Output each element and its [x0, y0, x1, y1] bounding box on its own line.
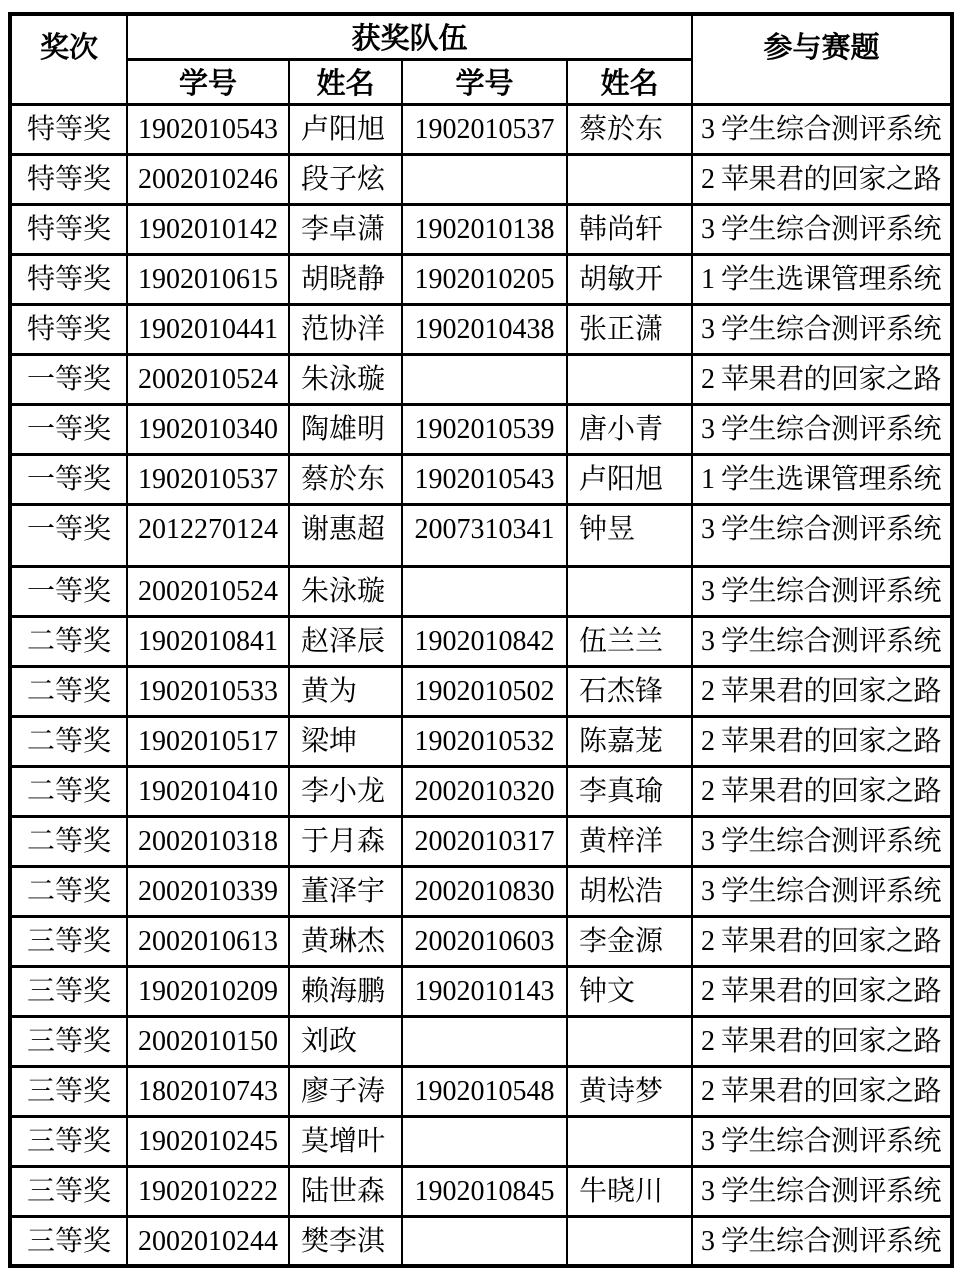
award-cell: 三等奖 [10, 916, 127, 966]
name-1-cell: 朱泳璇 [289, 566, 402, 616]
table-row [10, 254, 952, 304]
student-id-1-cell: 2002010150 [127, 1016, 289, 1066]
topic-cell: 2 苹果君的回家之路 [692, 716, 952, 766]
name-1-cell: 樊李淇 [289, 1216, 402, 1266]
student-id-2-cell: 2002010317 [402, 816, 567, 866]
student-id-2-cell: 1902010143 [402, 966, 567, 1016]
name-2-cell: 胡松浩 [567, 866, 692, 916]
topic-cell: 3 学生综合测评系统 [692, 816, 952, 866]
name-1-cell: 李小龙 [289, 766, 402, 816]
student-id-1-cell: 2002010613 [127, 916, 289, 966]
student-id-1-cell: 2002010339 [127, 866, 289, 916]
table-row [10, 204, 952, 254]
name-1-cell: 段子炫 [289, 154, 402, 204]
student-id-2-cell: 2002010320 [402, 766, 567, 816]
topic-cell: 2 苹果君的回家之路 [692, 916, 952, 966]
topic-cell: 1 学生选课管理系统 [692, 454, 952, 504]
name-2-cell: 卢阳旭 [567, 454, 692, 504]
name-2-cell: 韩尚轩 [567, 204, 692, 254]
name-2-cell [567, 1216, 692, 1266]
table-row [10, 616, 952, 666]
student-id-2-cell: 2002010603 [402, 916, 567, 966]
student-id-1-cell: 2002010524 [127, 566, 289, 616]
col-header-topic: 参与赛题 [692, 14, 952, 104]
award-cell: 一等奖 [10, 404, 127, 454]
student-id-1-cell: 1902010222 [127, 1166, 289, 1216]
topic-cell: 2 苹果君的回家之路 [692, 966, 952, 1016]
award-cell: 三等奖 [10, 1116, 127, 1166]
table-row [10, 354, 952, 404]
student-id-2-cell [402, 354, 567, 404]
student-id-1-cell: 1902010537 [127, 454, 289, 504]
name-1-cell: 赵泽辰 [289, 616, 402, 666]
award-cell: 二等奖 [10, 666, 127, 716]
award-table [8, 12, 954, 1268]
student-id-2-cell: 1902010548 [402, 1066, 567, 1116]
student-id-1-cell: 2002010246 [127, 154, 289, 204]
col-header-award: 奖次 [10, 14, 127, 104]
award-cell: 一等奖 [10, 454, 127, 504]
table-row [10, 1116, 952, 1166]
award-cell: 二等奖 [10, 616, 127, 666]
name-1-cell: 陆世森 [289, 1166, 402, 1216]
topic-cell: 2 苹果君的回家之路 [692, 1066, 952, 1116]
award-cell: 特等奖 [10, 154, 127, 204]
award-cell: 一等奖 [10, 354, 127, 404]
name-1-cell: 廖子涛 [289, 1066, 402, 1116]
col-header-team: 获奖队伍 [127, 14, 692, 59]
topic-cell: 2 苹果君的回家之路 [692, 1016, 952, 1066]
award-cell: 三等奖 [10, 966, 127, 1016]
topic-cell: 3 学生综合测评系统 [692, 616, 952, 666]
student-id-1-cell: 1902010517 [127, 716, 289, 766]
table-row [10, 966, 952, 1016]
name-2-cell [567, 154, 692, 204]
name-1-cell: 赖海鹏 [289, 966, 402, 1016]
table-row [10, 504, 952, 566]
table-row [10, 1016, 952, 1066]
award-cell: 三等奖 [10, 1066, 127, 1116]
award-cell: 特等奖 [10, 204, 127, 254]
student-id-2-cell [402, 1116, 567, 1166]
topic-cell: 3 学生综合测评系统 [692, 1216, 952, 1266]
topic-cell: 2 苹果君的回家之路 [692, 354, 952, 404]
table-row [10, 766, 952, 816]
topic-cell: 3 学生综合测评系统 [692, 566, 952, 616]
table-row [10, 1066, 952, 1116]
student-id-1-cell: 2002010524 [127, 354, 289, 404]
name-1-cell: 黄琳杰 [289, 916, 402, 966]
award-cell: 一等奖 [10, 566, 127, 616]
topic-cell: 3 学生综合测评系统 [692, 1166, 952, 1216]
table-row [10, 304, 952, 354]
student-id-2-cell: 2002010830 [402, 866, 567, 916]
award-cell: 特等奖 [10, 254, 127, 304]
award-cell: 特等奖 [10, 104, 127, 154]
student-id-2-cell: 1902010438 [402, 304, 567, 354]
student-id-2-cell: 1902010138 [402, 204, 567, 254]
name-1-cell: 范协洋 [289, 304, 402, 354]
name-2-cell [567, 566, 692, 616]
name-1-cell: 梁坤 [289, 716, 402, 766]
award-cell: 三等奖 [10, 1216, 127, 1266]
student-id-1-cell: 1902010543 [127, 104, 289, 154]
name-2-cell [567, 1116, 692, 1166]
name-2-cell: 钟昱 [567, 504, 692, 566]
student-id-2-cell [402, 1216, 567, 1266]
topic-cell: 3 学生综合测评系统 [692, 204, 952, 254]
student-id-2-cell: 2007310341 [402, 504, 567, 566]
topic-cell: 1 学生选课管理系统 [692, 254, 952, 304]
name-2-cell: 牛晓川 [567, 1166, 692, 1216]
student-id-2-cell [402, 154, 567, 204]
name-2-cell [567, 354, 692, 404]
student-id-1-cell: 1902010340 [127, 404, 289, 454]
table-row [10, 154, 952, 204]
header-row-1 [10, 14, 952, 59]
student-id-2-cell [402, 1016, 567, 1066]
award-cell: 三等奖 [10, 1016, 127, 1066]
name-2-cell [567, 1016, 692, 1066]
name-2-cell: 胡敏开 [567, 254, 692, 304]
award-cell: 二等奖 [10, 766, 127, 816]
name-2-cell: 唐小青 [567, 404, 692, 454]
table-row [10, 916, 952, 966]
col-header-student-id-2: 学号 [402, 59, 567, 104]
student-id-2-cell: 1902010502 [402, 666, 567, 716]
name-2-cell: 伍兰兰 [567, 616, 692, 666]
student-id-1-cell: 2002010244 [127, 1216, 289, 1266]
student-id-1-cell: 1902010441 [127, 304, 289, 354]
name-1-cell: 刘政 [289, 1016, 402, 1066]
student-id-2-cell: 1902010842 [402, 616, 567, 666]
table-row [10, 104, 952, 154]
name-1-cell: 李卓潇 [289, 204, 402, 254]
student-id-2-cell: 1902010543 [402, 454, 567, 504]
award-cell: 二等奖 [10, 816, 127, 866]
name-2-cell: 陈嘉茏 [567, 716, 692, 766]
award-cell: 三等奖 [10, 1166, 127, 1216]
name-1-cell: 莫增叶 [289, 1116, 402, 1166]
student-id-1-cell: 1802010743 [127, 1066, 289, 1116]
topic-cell: 3 学生综合测评系统 [692, 104, 952, 154]
name-2-cell: 蔡於东 [567, 104, 692, 154]
table-row [10, 404, 952, 454]
student-id-1-cell: 1902010410 [127, 766, 289, 816]
name-2-cell: 石杰锋 [567, 666, 692, 716]
student-id-2-cell [402, 566, 567, 616]
student-id-2-cell: 1902010845 [402, 1166, 567, 1216]
student-id-2-cell: 1902010205 [402, 254, 567, 304]
student-id-1-cell: 1902010142 [127, 204, 289, 254]
table-row [10, 454, 952, 504]
student-id-2-cell: 1902010532 [402, 716, 567, 766]
table-row [10, 716, 952, 766]
table-row [10, 566, 952, 616]
student-id-1-cell: 1902010209 [127, 966, 289, 1016]
topic-cell: 3 学生综合测评系统 [692, 1116, 952, 1166]
student-id-1-cell: 2002010318 [127, 816, 289, 866]
name-1-cell: 陶雄明 [289, 404, 402, 454]
topic-cell: 2 苹果君的回家之路 [692, 666, 952, 716]
student-id-1-cell: 2012270124 [127, 504, 289, 566]
table-row [10, 666, 952, 716]
table-row [10, 866, 952, 916]
col-header-student-id-1: 学号 [127, 59, 289, 104]
name-1-cell: 董泽宇 [289, 866, 402, 916]
col-header-name-1: 姓名 [289, 59, 402, 104]
name-2-cell: 李真瑜 [567, 766, 692, 816]
student-id-2-cell: 1902010537 [402, 104, 567, 154]
award-cell: 一等奖 [10, 504, 127, 566]
topic-cell: 3 学生综合测评系统 [692, 504, 952, 566]
name-2-cell: 李金源 [567, 916, 692, 966]
topic-cell: 3 学生综合测评系统 [692, 404, 952, 454]
student-id-1-cell: 1902010245 [127, 1116, 289, 1166]
table-row [10, 1216, 952, 1266]
col-header-name-2: 姓名 [567, 59, 692, 104]
student-id-1-cell: 1902010841 [127, 616, 289, 666]
name-1-cell: 卢阳旭 [289, 104, 402, 154]
name-1-cell: 黄为 [289, 666, 402, 716]
award-cell: 特等奖 [10, 304, 127, 354]
name-1-cell: 蔡於东 [289, 454, 402, 504]
award-cell: 二等奖 [10, 866, 127, 916]
student-id-1-cell: 1902010615 [127, 254, 289, 304]
topic-cell: 3 学生综合测评系统 [692, 304, 952, 354]
topic-cell: 2 苹果君的回家之路 [692, 154, 952, 204]
student-id-2-cell: 1902010539 [402, 404, 567, 454]
name-1-cell: 于月森 [289, 816, 402, 866]
topic-cell: 3 学生综合测评系统 [692, 866, 952, 916]
topic-cell: 2 苹果君的回家之路 [692, 766, 952, 816]
student-id-1-cell: 1902010533 [127, 666, 289, 716]
name-2-cell: 黄梓洋 [567, 816, 692, 866]
name-1-cell: 胡晓静 [289, 254, 402, 304]
table-row [10, 816, 952, 866]
award-cell: 二等奖 [10, 716, 127, 766]
name-2-cell: 张正潇 [567, 304, 692, 354]
name-1-cell: 朱泳璇 [289, 354, 402, 404]
table-row [10, 1166, 952, 1216]
name-2-cell: 钟文 [567, 966, 692, 1016]
name-1-cell: 谢惠超 [289, 504, 402, 566]
name-2-cell: 黄诗梦 [567, 1066, 692, 1116]
